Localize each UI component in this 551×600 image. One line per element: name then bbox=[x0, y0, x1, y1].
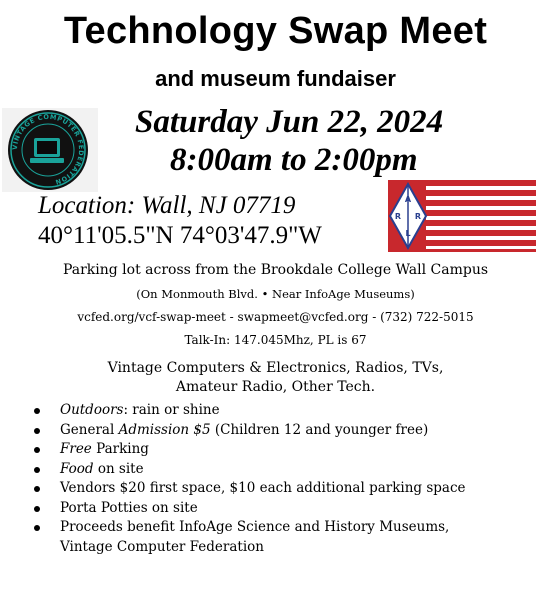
categories-line-2: Amateur Radio, Other Tech. bbox=[175, 379, 376, 395]
event-location: Location: Wall, NJ 07719 bbox=[38, 192, 296, 219]
bullet-dot bbox=[34, 506, 40, 512]
contact-info: vcfed.org/vcf-swap-meet - swapmeet@vcfed.org - (732) 722-5015 bbox=[77, 310, 474, 324]
bullet-dot bbox=[34, 525, 40, 531]
vcf-logo bbox=[2, 108, 98, 192]
list-item-food: Food on site bbox=[34, 460, 549, 480]
list-item-admission: General Admission $5 (Children 12 and younger free) bbox=[34, 421, 549, 441]
categories-line-1: Vintage Computers & Electronics, Radios, TVs, bbox=[107, 360, 444, 376]
arrl-letter-r1: R bbox=[394, 212, 402, 221]
event-subtitle: and museum fundaiser bbox=[155, 66, 396, 91]
arrl-logo bbox=[388, 180, 536, 252]
arrl-letter-r2: R bbox=[414, 212, 422, 221]
list-item-porta-potties: Porta Potties on site bbox=[34, 499, 549, 519]
bullet-dot bbox=[34, 486, 40, 492]
arrl-letter-l: L bbox=[405, 229, 411, 238]
list-item-proceeds: Proceeds benefit InfoAge Science and History Museums, Vintage Computer Federation bbox=[34, 518, 549, 557]
event-details-list bbox=[34, 401, 549, 557]
bullet-dot bbox=[34, 467, 40, 473]
parking-info: Parking lot across from the Brookdale College Wall Campus bbox=[62, 262, 489, 278]
vcf-ring-text: VINTAGE COMPUTER FEDERATION bbox=[10, 112, 86, 187]
event-time: 8:00am to 2:00pm bbox=[170, 142, 418, 178]
event-title: Technology Swap Meet bbox=[63, 10, 488, 52]
arrl-letter-a: A bbox=[404, 195, 412, 204]
talk-in-frequency: Talk-In: 147.045Mhz, PL is 67 bbox=[184, 333, 367, 347]
list-item-outdoors: Outdoors: rain or shine bbox=[34, 401, 549, 421]
event-date: Saturday Jun 22, 2024 bbox=[135, 104, 444, 140]
bullet-dot bbox=[34, 428, 40, 434]
list-item-parking: Free Parking bbox=[34, 440, 549, 460]
bullet-dot bbox=[34, 408, 40, 414]
list-item-vendors: Vendors $20 first space, $10 each additional parking space bbox=[34, 479, 549, 499]
parking-note: (On Monmouth Blvd. • Near InfoAge Museums) bbox=[136, 287, 415, 301]
bullet-dot bbox=[34, 447, 40, 453]
event-coordinates: 40°11'05.5"N 74°03'47.9"W bbox=[38, 222, 322, 249]
